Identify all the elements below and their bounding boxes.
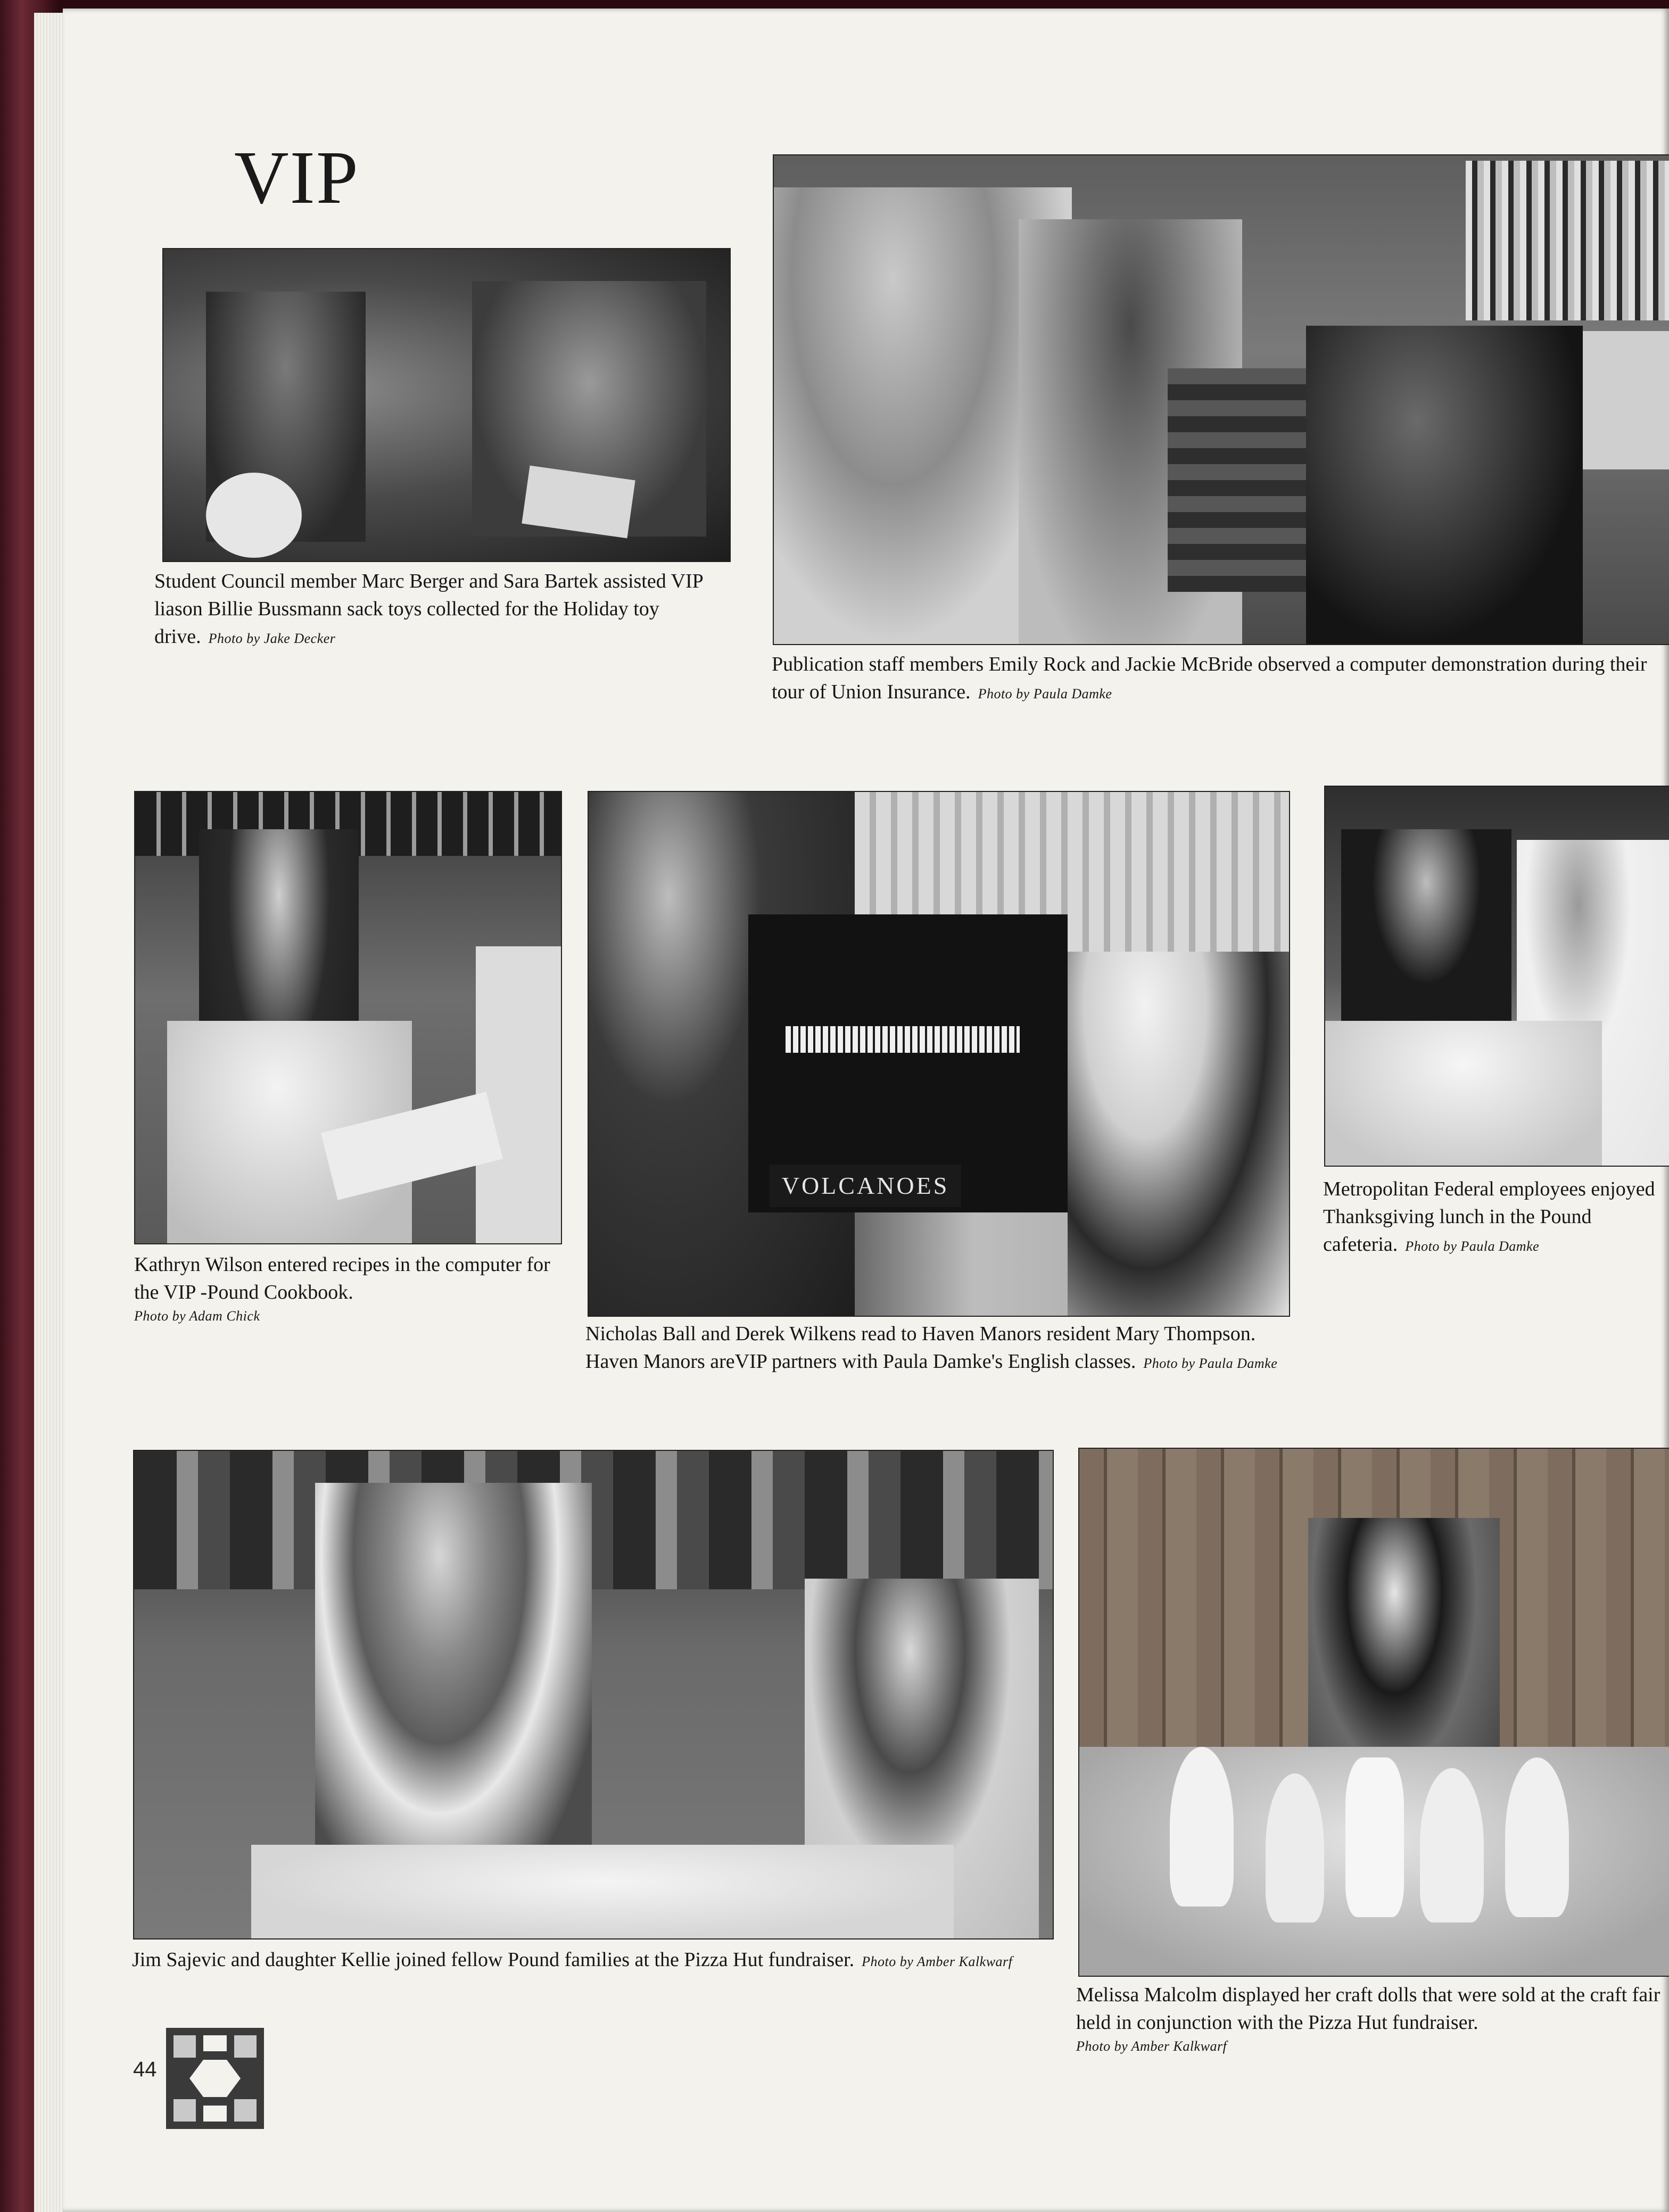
page-number: 44 <box>133 2058 157 2081</box>
thanksgiving-lunch-caption: Metropolitan Federal employees enjoyed Thanksgiving lunch in the Pound cafeteria. Photo by Paula Damke <box>1323 1178 1655 1256</box>
cookbook-photo <box>134 791 562 1244</box>
thanksgiving-lunch-photo <box>1324 786 1669 1167</box>
haven-manors-photo <box>588 791 1290 1317</box>
section-logo-icon <box>166 2028 264 2129</box>
cookbook-caption: Kathryn Wilson entered recipes in the computer for the VIP -Pound Cookbook. Photo by Adam Chick <box>134 1253 550 1324</box>
union-insurance-caption: Publication staff members Emily Rock and Jackie McBride observed a computer demonstration during their tour of Union Insurance. Photo by Paula Damke <box>772 653 1647 703</box>
pizza-hut-fundraiser-caption: Jim Sajevic and daughter Kellie joined fellow Pound families at the Pizza Hut fundraiser. Photo by Amber Kalkwarf <box>132 1949 1013 1971</box>
book-cover-title: VOLCANOES <box>770 1165 961 1207</box>
craft-dolls-photo <box>1078 1448 1669 1977</box>
haven-manors-caption: Nicholas Ball and Derek Wilkens read to Haven Manors resident Mary Thompson. Haven Manors areVIP partners with Paula Damke's English classes. Photo by Paula Damke <box>585 1323 1278 1373</box>
holiday-toy-drive-caption: Student Council member Marc Berger and Sara Bartek assisted VIP liason Billie Bussmann sack toys collected for the Holiday toy drive. Photo by Jake Decker <box>154 570 703 648</box>
holiday-toy-drive-photo <box>162 248 731 562</box>
craft-dolls-caption: Melissa Malcolm displayed her craft dolls that were sold at the craft fair held in conjunction with the Pizza Hut fundraiser. Photo by Amber Kalkwarf <box>1076 1984 1660 2054</box>
pizza-hut-fundraiser-photo <box>133 1450 1054 1939</box>
section-title: VIP <box>234 135 359 219</box>
union-insurance-photo <box>773 154 1669 645</box>
